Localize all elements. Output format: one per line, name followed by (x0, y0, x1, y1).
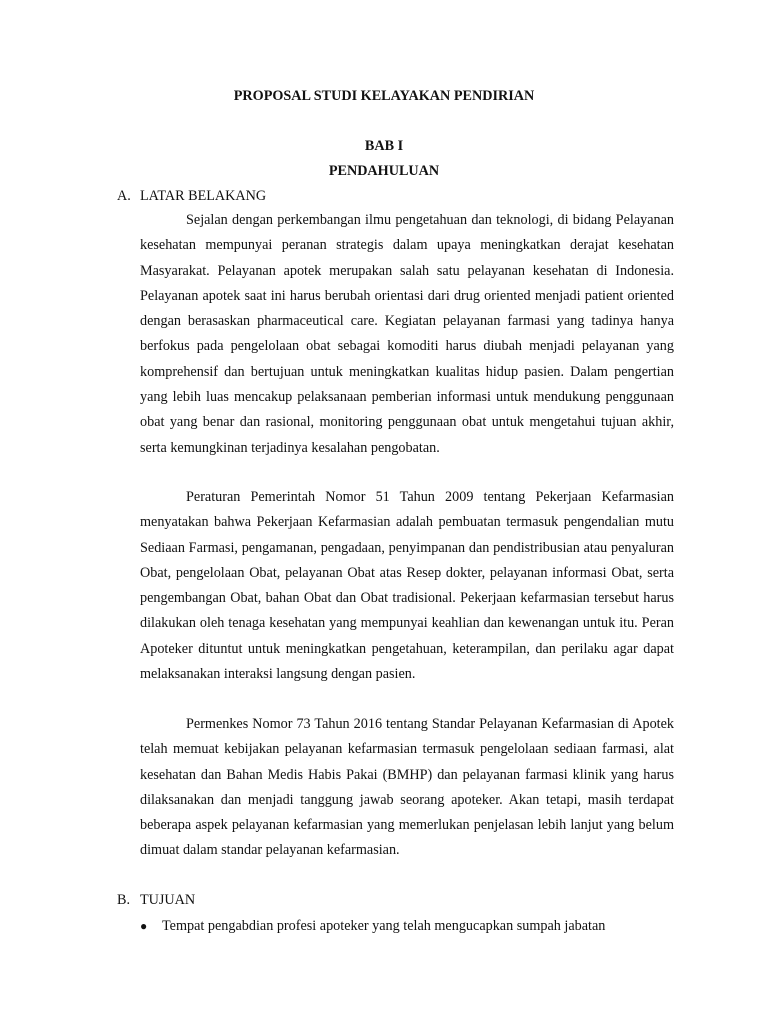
bullet-item (140, 915, 605, 937)
section-a-heading (117, 186, 266, 206)
section-b-letter: B. (117, 892, 131, 908)
section-b-title: TUJUAN (140, 892, 196, 908)
section-b-heading (117, 890, 195, 910)
paragraph-2 (140, 485, 674, 687)
paragraph-1-text: Sejalan dengan perkembangan ilmu pengetahuan dan teknologi, di bidang Pelayanan kesehatan mempunyai peranan strategis dalam upaya meningkatkan derajat kesehatan Masyarakat. Pelayanan apotek merupakan salah satu pelayanan kesehatan di Indonesia. Pelayanan apotek saat ini harus berubah orientasi dari drug oriented menjadi patient oriented dengan berasaskan pharmaceutical care. Kegiatan pelayanan farmasi yang tadinya hanya berfokus pada pengelolaan obat sebagai komoditi harus diubah menjadi pelayanan yang komprehensif dan bertujuan untuk meningkatkan kualitas hidup pasien. Dalam pengertian yang lebih luas mencakup pelaksanaan pemberian informasi untuk mendukung penggunaan obat yang benar dan rasional, monitoring penggunaan obat untuk mengetahui tujuan akhir, serta kemungkinan terjadinya kesalahan pengobatan. (140, 212, 674, 456)
paragraph-3 (140, 712, 674, 864)
paragraph-3-text: Permenkes Nomor 73 Tahun 2016 tentang Standar Pelayanan Kefarmasian di Apotek telah memuat kebijakan pelayanan kefarmasian termasuk pengelolaan sediaan farmasi, alat kesehatan dan Bahan Medis Habis Pakai (BMHP) dan pelayanan farmasi klinik yang harus dilaksanakan dan menjadi tanggung jawab seorang apoteker. Akan tetapi, masih terdapat beberapa aspek pelayanan kefarmasian yang memerlukan penjelasan lebih lanjut yang belum dimuat dalam standar pelayanan kefarmasian. (140, 716, 674, 859)
section-a-title: LATAR BELAKANG (140, 188, 267, 204)
chapter-number: BAB I (364, 138, 404, 154)
section-a-letter: A. (117, 188, 131, 204)
bullet-item-text: Tempat pengabdian profesi apoteker yang telah mengucapkan sumpah jabatan (162, 918, 606, 934)
document-title: PROPOSAL STUDI KELAYAKAN PENDIRIAN (233, 88, 535, 104)
chapter-title: PENDAHULUAN (328, 163, 440, 179)
bullet-dot-icon: ● (140, 919, 148, 933)
paragraph-1 (140, 208, 674, 461)
paragraph-2-text: Peraturan Pemerintah Nomor 51 Tahun 2009 tentang Pekerjaan Kefarmasian menyatakan bahwa Pekerjaan Kefarmasian adalah pembuatan termasuk pengendalian mutu Sediaan Farmasi, pengamanan, pengadaan, penyimpanan dan pendistribusian atau penyaluran Obat, pengelolaan Obat, pelayanan Obat atas Resep dokter, pelayanan informasi Obat, serta pengembangan Obat, bahan Obat dan Obat tradisional. Pekerjaan kefarmasian tersebut harus dilakukan oleh tenaga kesehatan yang mempunyai keahlian dan kewenangan untuk itu. Peran Apoteker dituntut untuk meningkatkan pengetahuan, keterampilan, dan perilaku agar dapat melaksanakan interaksi langsung dengan pasien. (140, 489, 674, 683)
